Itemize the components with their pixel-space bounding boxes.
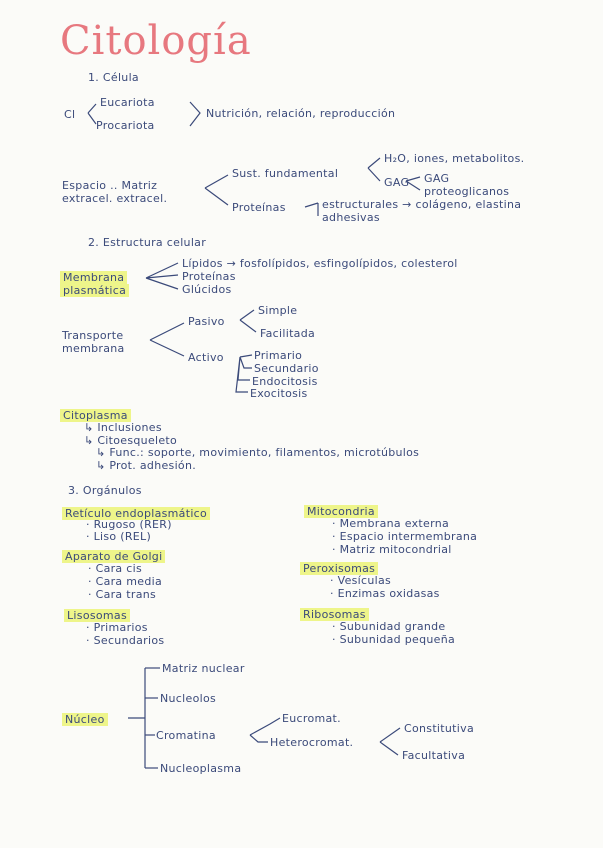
secundario-label: Secundario xyxy=(254,362,319,375)
citoplasma-item-1: ↳ Inclusiones xyxy=(84,421,162,434)
nucleo-envoltura: Matriz nuclear xyxy=(162,662,245,675)
lisosomas-heading: Lisosomas xyxy=(64,609,130,622)
citoplasma-item-2: ↳ Citoesqueleto xyxy=(84,434,178,447)
page-title: Citología xyxy=(60,18,252,64)
ribosomas-item-1: · Subunidad grande xyxy=(332,620,446,633)
golgi-item-3: · Cara trans xyxy=(88,588,157,601)
cell-functions: Nutrición, relación, reproducción xyxy=(206,107,396,120)
peroxisomas-item-2: · Enzimas oxidasas xyxy=(330,587,440,600)
reticulo-liso: · Liso (REL) xyxy=(86,530,152,543)
matrix-left-1: Espacio .. Matriz xyxy=(62,179,158,192)
section-1-heading: 1. Célula xyxy=(88,71,139,84)
ribosomas-item-2: · Subunidad pequeña xyxy=(332,633,456,646)
citoplasma-item-4: ↳ Prot. adhesión. xyxy=(96,459,197,472)
h2o-label: H₂O, iones, metabolitos. xyxy=(384,152,525,165)
nucleo-heading: Núcleo xyxy=(62,713,108,726)
cl-label: Cl xyxy=(64,108,76,121)
nucleo-nucleolos: Nucleolos xyxy=(160,692,217,705)
facilitada-label: Facilitada xyxy=(260,327,316,340)
transporte-label-1: Transporte xyxy=(62,329,124,342)
simple-label: Simple xyxy=(258,304,298,317)
lisosomas-item-1: · Primarios xyxy=(86,621,148,634)
golgi-heading: Aparato de Golgi xyxy=(62,550,165,563)
ribosomas-heading: Ribosomas xyxy=(300,608,369,621)
heterocromatina-label: Heterocromat. xyxy=(270,736,354,749)
lipidos-label: Lípidos → fosfolípidos, esfingolípidos, colesterol xyxy=(182,257,458,270)
sust-fundamental: Sust. fundamental xyxy=(232,167,339,180)
proteoglicanos-label: proteoglicanos xyxy=(424,185,510,198)
membrana-label-1: Membrana xyxy=(60,271,127,284)
reticulo-rugoso: · Rugoso (RER) xyxy=(86,518,172,531)
peroxisomas-item-1: · Vesículas xyxy=(330,574,392,587)
nucleo-cromatina: Cromatina xyxy=(156,729,216,742)
transporte-label-2: membrana xyxy=(62,342,125,355)
glucidos-label: Glúcidos xyxy=(182,283,232,296)
eucariota-label: Eucariota xyxy=(100,96,155,109)
proteinas-membrana: Proteínas xyxy=(182,270,236,283)
citoplasma-heading: Citoplasma xyxy=(60,409,131,422)
mitocondria-item-1: · Membrana externa xyxy=(332,517,450,530)
section-3-heading: 3. Orgánulos xyxy=(68,484,142,497)
section-2-heading: 2. Estructura celular xyxy=(88,236,207,249)
proteinas-label: Proteínas xyxy=(232,201,286,214)
gag-label-2: GAG xyxy=(424,172,450,185)
activo-label: Activo xyxy=(188,351,224,364)
reticulo-heading: Retículo endoplasmático xyxy=(62,507,210,520)
golgi-item-2: · Cara media xyxy=(88,575,163,588)
mitocondria-item-2: · Espacio intermembrana xyxy=(332,530,478,543)
nucleo-nucleoplasma: Nucleoplasma xyxy=(160,762,242,775)
adhesivas-label: adhesivas xyxy=(322,211,380,224)
procariota-label: Procariota xyxy=(96,119,155,132)
membrana-label-2: plasmática xyxy=(60,284,129,297)
golgi-item-1: · Cara cis xyxy=(88,562,143,575)
matrix-left-2: extracel. extracel. xyxy=(62,192,168,205)
eucromatina-label: Eucromat. xyxy=(282,712,341,725)
facultativa-label: Facultativa xyxy=(402,749,466,762)
endocitosis-label: Endocitosis xyxy=(252,375,318,388)
estructurales-label: estructurales → colágeno, elastina xyxy=(322,198,522,211)
mitocondria-item-3: · Matriz mitocondrial xyxy=(332,543,452,556)
citoplasma-item-3: ↳ Func.: soporte, movimiento, filamentos, microtúbulos xyxy=(96,446,420,459)
lisosomas-item-2: · Secundarios xyxy=(86,634,165,647)
pasivo-label: Pasivo xyxy=(188,315,225,328)
constitutiva-label: Constitutiva xyxy=(404,722,474,735)
mitocondria-heading: Mitocondria xyxy=(304,505,378,518)
exocitosis-label: Exocitosis xyxy=(250,387,308,400)
primario-label: Primario xyxy=(254,349,303,362)
gag-label: GAG xyxy=(384,176,410,189)
peroxisomas-heading: Peroxisomas xyxy=(300,562,378,575)
